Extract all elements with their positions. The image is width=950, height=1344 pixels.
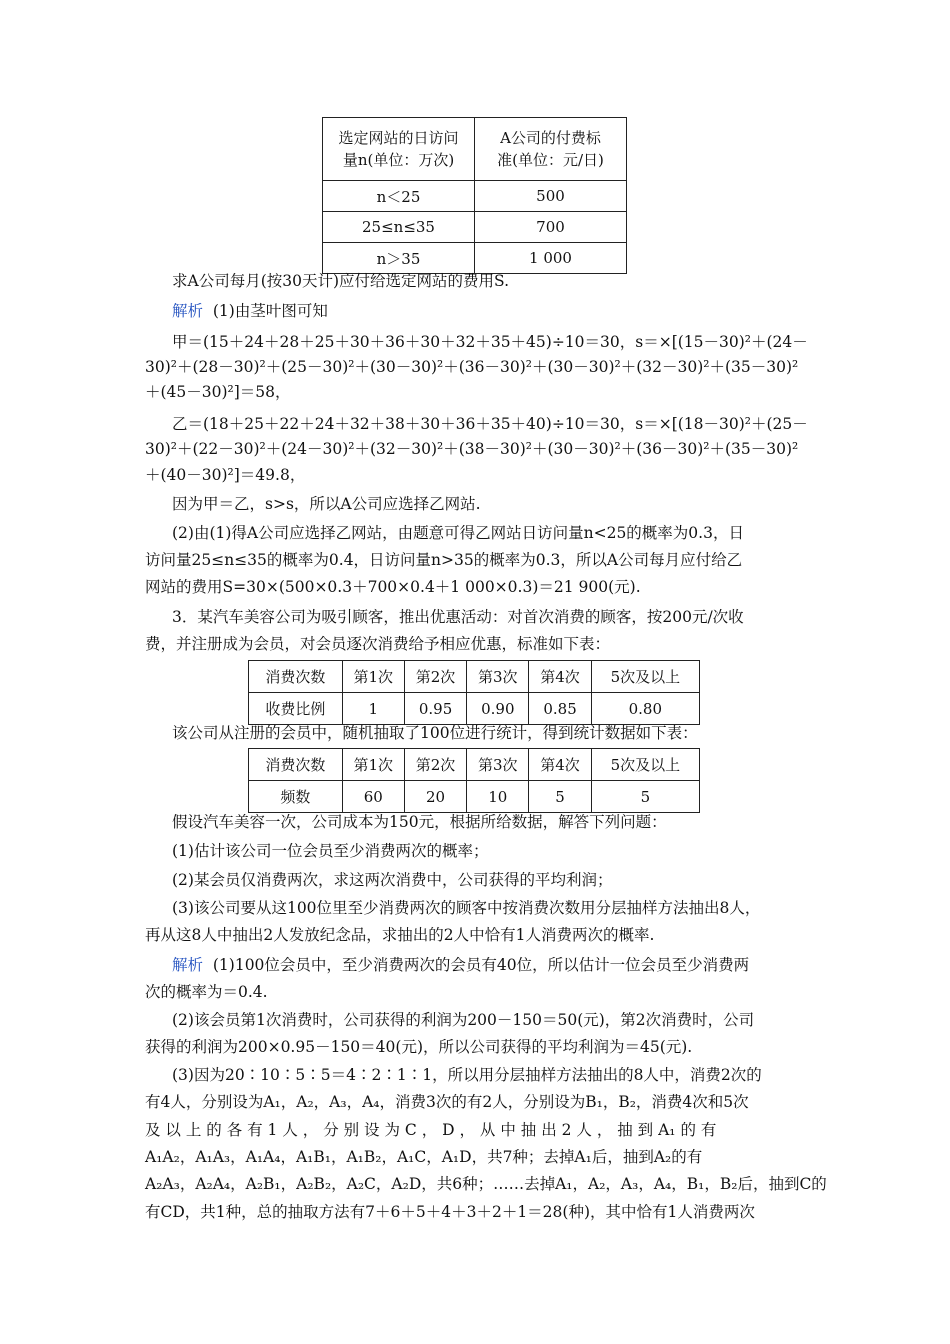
table-row xyxy=(249,693,700,725)
text-line: 求A公司每月(按30天计)应付给选定网站的费用S. xyxy=(172,272,510,290)
table-header-cell: 第2次 xyxy=(404,661,466,693)
text-line: 再从这8人中抽出2人发放纪念品，求抽出的2人中恰有1人消费两次的概率. xyxy=(145,926,655,944)
text-line: 假设汽车美容一次，公司成本为150元，根据所给数据，解答下列问题： xyxy=(172,813,667,831)
table-cell: 频数 xyxy=(249,781,343,813)
text-line: 30)²＋(22－30)²＋(24－30)²＋(32－30)²＋(38－30)²＋(30－30)²＋(36－30)²＋(35－30)² xyxy=(145,440,799,458)
table-header-cell: 消费次数 xyxy=(249,749,343,781)
table-header-cell: 第3次 xyxy=(467,661,529,693)
text-line: (2)由(1)得A公司应选择乙网站，由题意可得乙网站日访问量n<25的概率为0.3，日 xyxy=(172,524,744,542)
analysis-label: 解析 xyxy=(172,302,204,320)
table-cell: 5 xyxy=(591,781,699,813)
table-cell: 0.90 xyxy=(467,693,529,725)
table-cell: 60 xyxy=(342,781,404,813)
table-header-cell: 第4次 xyxy=(529,749,591,781)
table-cell: n＞35 xyxy=(323,243,475,274)
table-header-cell: 第1次 xyxy=(342,661,404,693)
table-header-cell: A公司的付费标 准(单位：元/日) xyxy=(475,118,627,181)
text-line: 甲＝(15＋24＋28＋25＋30＋36＋30＋32＋35＋45)÷10＝30，s＝×[(15－30)²＋(24－ xyxy=(172,333,808,351)
table-cell: 25≤n≤35 xyxy=(323,212,475,243)
text-line: (3)该公司要从这100位里至少消费两次的顾客中按消费次数用分层抽样方法抽出8人， xyxy=(172,899,761,917)
table-cell: 1 xyxy=(342,693,404,725)
text-line: A₂A₃，A₂A₄，A₂B₁，A₂B₂，A₂C，A₂D，共6种；……去掉A₁，A₂，A₃，A₄，B₁，B₂后，抽到C的 xyxy=(145,1175,827,1193)
text-line: 有4人，分别设为A₁，A₂，A₃，A₄，消费3次的有2人，分别设为B₁，B₂，消费4次和5次 xyxy=(145,1093,749,1111)
table-cell: 500 xyxy=(475,181,627,212)
text-line: (3)因为20∶10∶5∶5＝4∶2∶1∶1，所以用分层抽样方法抽出的8人中，消费2次的 xyxy=(172,1066,762,1084)
table-row xyxy=(323,212,627,243)
analysis-label: 解析 xyxy=(172,956,204,974)
text-line: A₁A₂，A₁A₃，A₁A₄，A₁B₁，A₁B₂，A₁C，A₁D，共7种；去掉A₁后，抽到A₂的有 xyxy=(145,1148,703,1166)
table-header-cell: 第3次 xyxy=(467,749,529,781)
text-line: 获得的利润为200×0.95－150＝40(元)，所以公司获得的平均利润为＝45(元). xyxy=(145,1038,693,1056)
table-header-cell: 消费次数 xyxy=(249,661,343,693)
table-cell: 0.85 xyxy=(529,693,591,725)
text-line: 3．某汽车美容公司为吸引顾客，推出优惠活动：对首次消费的顾客，按200元/次收 xyxy=(172,608,744,626)
table-row xyxy=(323,181,627,212)
text-line: 及 以 上 的 各 有 1 人 ， 分 别 设 为 C ， D ， 从 中 抽 出 2 人 ， 抽 到 A₁ 的 有 xyxy=(145,1121,717,1139)
table-header-cell: 选定网站的日访问 量n(单位：万次) xyxy=(323,118,475,181)
table-cell: 0.80 xyxy=(591,693,699,725)
table-cell: 700 xyxy=(475,212,627,243)
traffic-fee-table xyxy=(322,117,627,274)
table-header-cell: 第4次 xyxy=(529,661,591,693)
table-header-cell: 第2次 xyxy=(404,749,466,781)
text-line: 该公司从注册的会员中，随机抽取了100位进行统计，得到统计数据如下表： xyxy=(172,724,698,742)
table-header-cell: 5次及以上 xyxy=(591,749,699,781)
text-line: (1)估计该公司一位会员至少消费两次的概率； xyxy=(172,842,489,860)
table-cell: 0.95 xyxy=(404,693,466,725)
text-line: ＋(45－30)²]＝58， xyxy=(145,383,291,401)
table-cell: 1 000 xyxy=(475,243,627,274)
table-header-cell: 5次及以上 xyxy=(591,661,699,693)
text-line: 解析 (1)100位会员中，至少消费两次的会员有40位，所以估计一位会员至少消费两 xyxy=(172,956,750,974)
table-cell: 5 xyxy=(529,781,591,813)
text-line: ＋(40－30)²]＝49.8， xyxy=(145,466,306,484)
table-header-cell: 第1次 xyxy=(342,749,404,781)
table-row xyxy=(323,243,627,274)
table-header-row xyxy=(249,661,700,693)
table-cell: 收费比例 xyxy=(249,693,343,725)
text-line: 费，并注册成为会员，对会员逐次消费给予相应优惠，标准如下表： xyxy=(145,635,611,653)
discount-table xyxy=(248,660,700,725)
text-line: 解析 (1)由茎叶图可知 xyxy=(172,302,328,320)
table-row xyxy=(249,781,700,813)
text-line: 有CD，共1种，总的抽取方法有7＋6＋5＋4＋3＋2＋1＝28(种)，其中恰有1人消费两次 xyxy=(145,1203,755,1221)
table-cell: n＜25 xyxy=(323,181,475,212)
text-line: 访问量25≤n≤35的概率为0.4，日访问量n>35的概率为0.3，所以A公司每月应付给乙 xyxy=(145,551,743,569)
table-cell: 20 xyxy=(404,781,466,813)
text-line: 网站的费用S=30×(500×0.3＋700×0.4＋1 000×0.3)＝21 900(元). xyxy=(145,578,641,596)
frequency-table xyxy=(248,748,700,813)
text-line: (2)某会员仅消费两次，求这两次消费中，公司获得的平均利润； xyxy=(172,871,613,889)
text-line: 30)²＋(28－30)²＋(25－30)²＋(30－30)²＋(36－30)²＋(30－30)²＋(32－30)²＋(35－30)² xyxy=(145,358,799,376)
text-line: 次的概率为＝0.4. xyxy=(145,983,268,1001)
table-header-row xyxy=(249,749,700,781)
text-line: (2)该会员第1次消费时，公司获得的利润为200－150＝50(元)，第2次消费时，公司 xyxy=(172,1011,755,1029)
text-line: 乙＝(18＋25＋22＋24＋32＋38＋30＋36＋35＋40)÷10＝30，s＝×[(18－30)²＋(25－ xyxy=(172,415,808,433)
table-cell: 10 xyxy=(467,781,529,813)
text-line: 因为甲＝乙，s>s，所以A公司应选择乙网站. xyxy=(172,495,481,513)
table-header-row xyxy=(323,118,627,181)
